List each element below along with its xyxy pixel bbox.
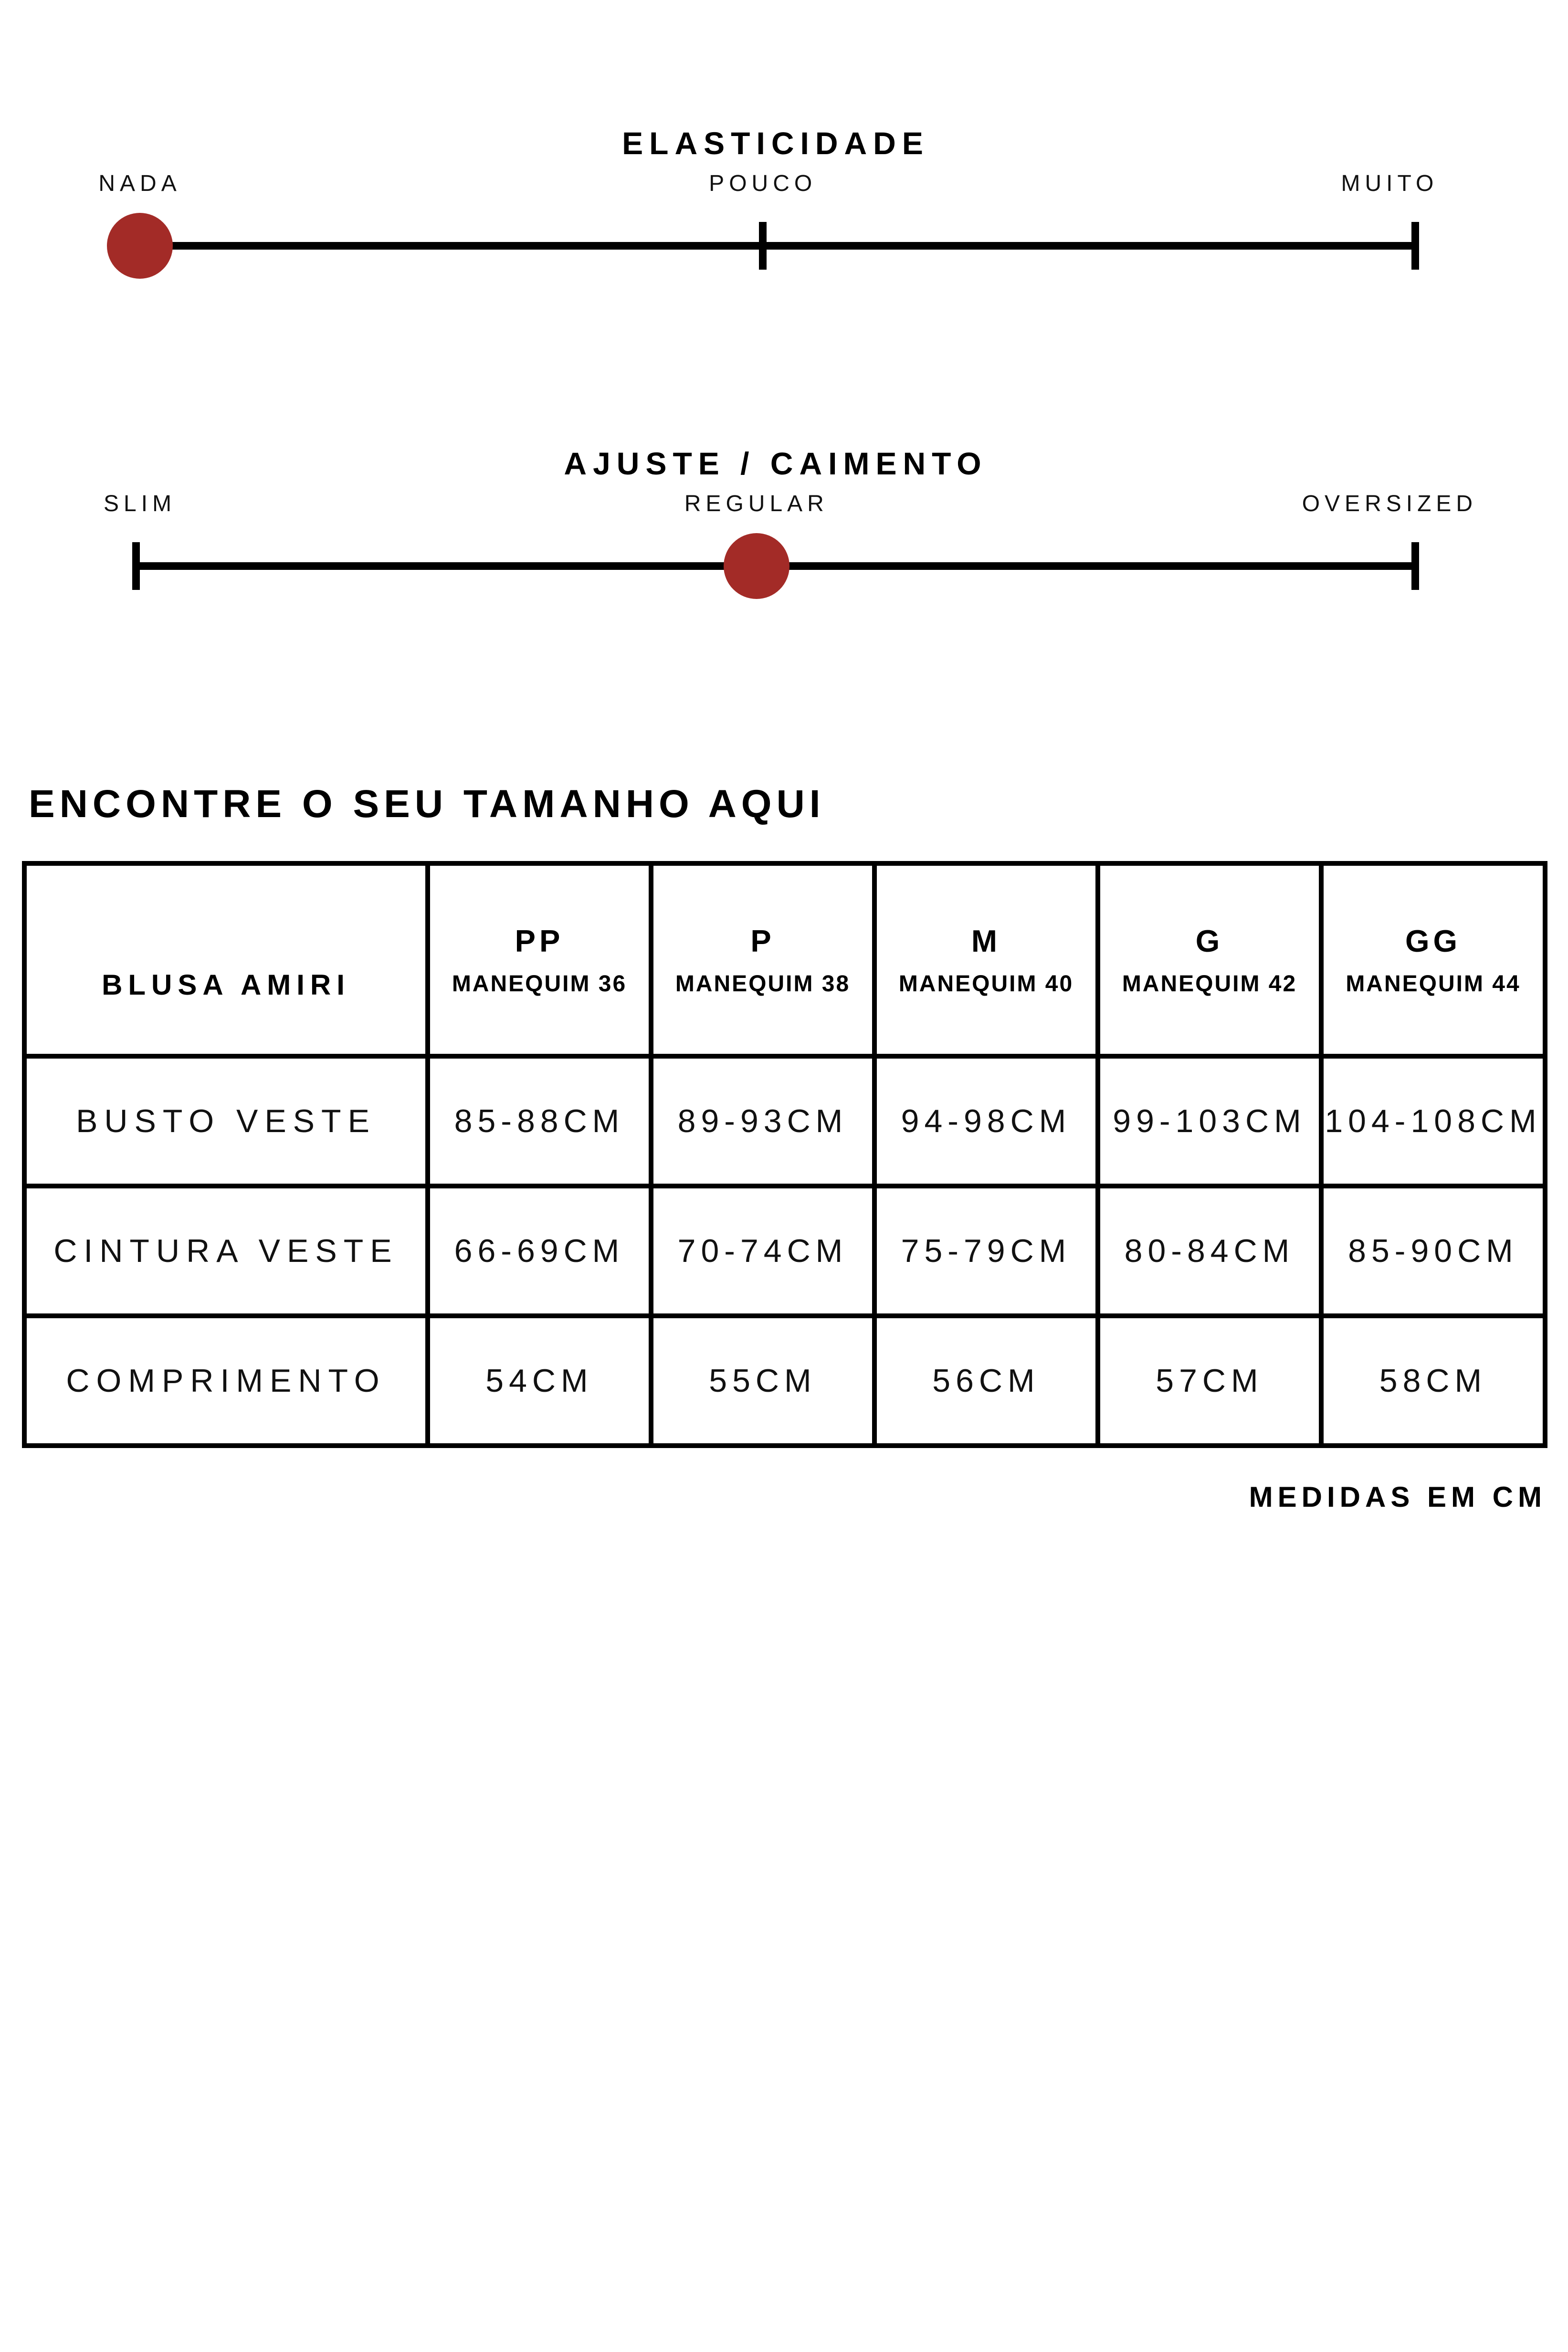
comprimento-p: 55CM xyxy=(651,1316,874,1446)
cintura-p: 70-74CM xyxy=(651,1186,874,1316)
fit-label-regular: REGULAR xyxy=(684,491,829,516)
fit-label-slim: SLIM xyxy=(104,491,177,516)
elasticity-labels xyxy=(98,169,1439,198)
busto-m: 94-98CM xyxy=(874,1056,1098,1186)
mannequin-label: MANEQUIM 42 xyxy=(1122,971,1297,997)
comprimento-m: 56CM xyxy=(874,1316,1098,1446)
busto-g: 99-103CM xyxy=(1098,1056,1321,1186)
fit-title: AJUSTE / CAIMENTO xyxy=(564,445,988,481)
elasticity-label-pouco: POUCO xyxy=(709,171,817,196)
size-letter: PP xyxy=(515,923,564,958)
mannequin-label: MANEQUIM 36 xyxy=(452,971,627,997)
table-row-cintura xyxy=(24,1186,1545,1316)
size-col-g xyxy=(1098,863,1321,1056)
row-label-cell: BUSTO VESTE xyxy=(24,1056,428,1186)
elasticity-slider xyxy=(98,98,1439,298)
measures-footnote: MEDIDAS EM CM xyxy=(1249,1481,1547,1513)
fit-start-tick xyxy=(132,542,140,590)
comprimento-pp: 54CM xyxy=(428,1316,651,1446)
product-name-cell xyxy=(24,863,428,1056)
find-size-heading: ENCONTRE O SEU TAMANHO AQUI xyxy=(29,782,825,826)
elasticity-center-tick xyxy=(759,222,767,270)
size-col-m xyxy=(874,863,1098,1056)
elasticity-label-nada: NADA xyxy=(98,171,181,196)
cintura-m: 75-79CM xyxy=(874,1186,1098,1316)
comprimento-gg: 58CM xyxy=(1321,1316,1545,1446)
mannequin-label: MANEQUIM 38 xyxy=(675,971,851,997)
size-col-pp xyxy=(428,863,651,1056)
fit-labels xyxy=(104,490,1478,518)
row-label-cell: CINTURA VESTE xyxy=(24,1186,428,1316)
table-row-comprimento xyxy=(24,1316,1545,1446)
mannequin-label: MANEQUIM 40 xyxy=(898,971,1074,997)
fit-indicator-dot[interactable] xyxy=(724,533,789,599)
size-letter: GG xyxy=(1405,923,1462,958)
size-col-p xyxy=(651,863,874,1056)
size-letter: G xyxy=(1195,923,1224,958)
busto-gg: 104-108CM xyxy=(1321,1056,1545,1186)
size-letter: P xyxy=(750,923,775,958)
comprimento-g: 57CM xyxy=(1098,1316,1321,1446)
size-table xyxy=(22,861,1547,1448)
table-row-busto xyxy=(24,1056,1545,1186)
elasticity-end-tick xyxy=(1411,222,1419,270)
fit-label-oversized: OVERSIZED xyxy=(1302,491,1478,516)
elasticity-indicator-dot[interactable] xyxy=(107,213,173,279)
table-header-row xyxy=(24,863,1545,1056)
busto-p: 89-93CM xyxy=(651,1056,874,1186)
cintura-g: 80-84CM xyxy=(1098,1186,1321,1316)
elasticity-label-muito: MUITO xyxy=(1341,171,1439,196)
busto-pp: 85-88CM xyxy=(428,1056,651,1186)
product-name: BLUSA AMIRI xyxy=(102,968,350,1001)
size-col-gg xyxy=(1321,863,1545,1056)
mannequin-label: MANEQUIM 44 xyxy=(1346,971,1521,997)
fit-slider xyxy=(104,418,1478,619)
elasticity-title: ELASTICIDADE xyxy=(622,125,929,161)
size-letter: M xyxy=(971,923,1001,958)
row-label-cell: COMPRIMENTO xyxy=(24,1316,428,1446)
fit-end-tick xyxy=(1411,542,1419,590)
cintura-gg: 85-90CM xyxy=(1321,1186,1545,1316)
cintura-pp: 66-69CM xyxy=(428,1186,651,1316)
elasticity-track xyxy=(136,242,1415,250)
